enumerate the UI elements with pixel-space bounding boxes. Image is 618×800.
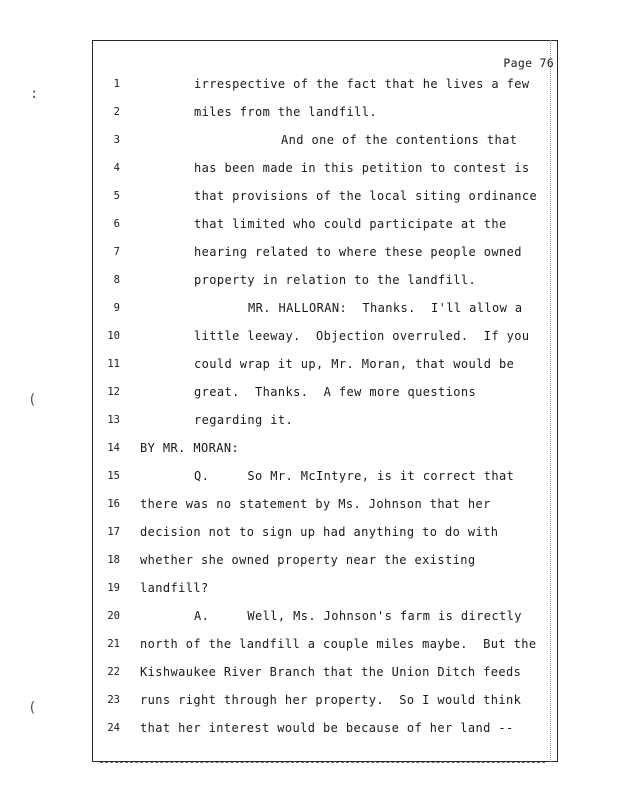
line-number: 4 (113, 162, 120, 174)
transcript-line (98, 438, 548, 458)
line-number: 10 (107, 330, 120, 342)
line-text: miles from the landfill. (194, 105, 377, 119)
line-text: Kishwaukee River Branch that the Union Ditch feeds (140, 665, 522, 679)
transcript-line (98, 466, 548, 486)
transcript-line (98, 718, 548, 738)
line-text: runs right through her property. So I would think (140, 693, 522, 707)
line-text: that her interest would be because of her land -- (140, 721, 514, 735)
bottom-scan-artifact (100, 762, 545, 765)
line-text: property in relation to the landfill. (194, 273, 477, 287)
transcript-line (98, 578, 548, 598)
line-number: 3 (113, 134, 120, 146)
line-text: BY MR. MORAN: (140, 441, 240, 455)
line-text: whether she owned property near the existing (140, 553, 476, 567)
transcript-line (98, 130, 548, 150)
line-text: that limited who could participate at the (194, 217, 507, 231)
margin-scan-mark: ( (28, 700, 37, 716)
line-number: 13 (107, 414, 120, 426)
line-number: 24 (107, 722, 120, 734)
transcript-line (98, 410, 548, 430)
line-number: 5 (113, 190, 120, 202)
line-number: 2 (113, 106, 120, 118)
transcript-line (98, 102, 548, 122)
line-number: 9 (113, 302, 120, 314)
line-number: 18 (107, 554, 120, 566)
transcript-line (98, 298, 548, 318)
line-number: 15 (107, 470, 120, 482)
transcript-line (98, 382, 548, 402)
line-text: little leeway. Objection overruled. If you (194, 329, 530, 343)
line-number: 6 (113, 218, 120, 230)
line-text: landfill? (140, 581, 209, 595)
transcript-line (98, 634, 548, 654)
line-number: 21 (107, 638, 120, 650)
transcript-line (98, 606, 548, 626)
line-number: 20 (107, 610, 120, 622)
line-number: 16 (107, 498, 120, 510)
transcript-line (98, 242, 548, 262)
line-text: that provisions of the local siting ordinance (194, 189, 538, 203)
page-number: Page 76 (503, 56, 554, 70)
transcript-line (98, 494, 548, 514)
transcript-line (98, 354, 548, 374)
transcript-line (98, 662, 548, 682)
line-number: 23 (107, 694, 120, 706)
transcript-line (98, 74, 548, 94)
line-number: 8 (113, 274, 120, 286)
line-text: irrespective of the fact that he lives a few (194, 77, 530, 91)
line-text: regarding it. (194, 413, 294, 427)
line-number: 11 (107, 358, 120, 370)
transcript-line (98, 522, 548, 542)
line-text: hearing related to where these people owned (194, 245, 522, 259)
line-number: 17 (107, 526, 120, 538)
line-number: 1 (113, 78, 120, 90)
line-text: MR. HALLORAN: Thanks. I'll allow a (248, 301, 523, 315)
line-text: A. Well, Ms. Johnson's farm is directly (194, 609, 522, 623)
right-margin-rule (550, 40, 552, 762)
line-text: great. Thanks. A few more questions (194, 385, 477, 399)
transcript-line (98, 690, 548, 710)
line-text: Q. So Mr. McIntyre, is it correct that (194, 469, 515, 483)
transcript-line (98, 550, 548, 570)
line-text: decision not to sign up had anything to do with (140, 525, 499, 539)
line-number: 19 (107, 582, 120, 594)
line-number: 7 (113, 246, 120, 258)
transcript-line (98, 270, 548, 290)
line-text: And one of the contentions that (281, 133, 518, 147)
line-text: could wrap it up, Mr. Moran, that would be (194, 357, 515, 371)
margin-scan-mark: : (30, 86, 39, 102)
margin-scan-mark: ( (28, 392, 37, 408)
line-number: 22 (107, 666, 120, 678)
line-text: north of the landfill a couple miles maybe. But the (140, 637, 537, 651)
line-text: has been made in this petition to contest is (194, 161, 530, 175)
line-number: 12 (107, 386, 120, 398)
transcript-line (98, 326, 548, 346)
line-text: there was no statement by Ms. Johnson that her (140, 497, 491, 511)
transcript-line (98, 186, 548, 206)
transcript-line (98, 214, 548, 234)
transcript-line (98, 158, 548, 178)
line-number: 14 (107, 442, 120, 454)
